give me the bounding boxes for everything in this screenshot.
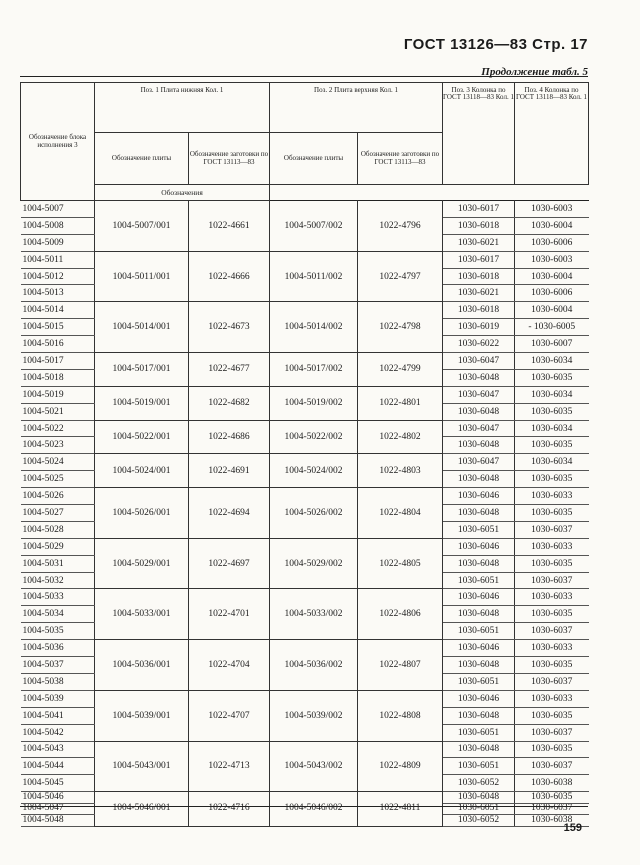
pos3-column-cell: 1030-6051 xyxy=(443,623,515,640)
table-row xyxy=(21,640,589,657)
pos4-column-cell: 1030-6034 xyxy=(515,386,589,403)
pos3-column-cell: 1030-6046 xyxy=(443,488,515,505)
pos3-column-cell: 1030-6021 xyxy=(443,285,515,302)
pos3-column-cell: 1030-6048 xyxy=(443,741,515,758)
pos3-column-cell: 1030-6018 xyxy=(443,302,515,319)
pos4-column-cell: 1030-6037 xyxy=(515,758,589,775)
p2-plate-cell: 1004-5029/002 xyxy=(270,538,358,589)
pos4-column-cell: 1030-6033 xyxy=(515,488,589,505)
p1-plate-cell: 1004-5033/001 xyxy=(95,589,189,640)
p2-plate-cell: 1004-5039/002 xyxy=(270,690,358,741)
block-designation-cell: 1004-5031 xyxy=(21,555,95,572)
pos4-column-cell: 1030-6038 xyxy=(515,775,589,792)
table-row xyxy=(21,792,589,804)
block-designation-cell: 1004-5028 xyxy=(21,521,95,538)
pos3-column-cell: 1030-6047 xyxy=(443,454,515,471)
document-header: ГОСТ 13126—83 Стр. 17 xyxy=(403,36,588,53)
p2-blank-cell: 1022-4797 xyxy=(358,251,443,302)
p1-plate-cell: 1004-5022/001 xyxy=(95,420,189,454)
p1-blank-cell: 1022-4694 xyxy=(189,488,270,539)
pos4-column-cell: 1030-6007 xyxy=(515,336,589,353)
parts-table xyxy=(20,82,589,827)
p2-blank-cell: 1022-4796 xyxy=(358,201,443,252)
pos3-column-cell: 1030-6048 xyxy=(443,403,515,420)
p1-blank-cell: 1022-4666 xyxy=(189,251,270,302)
table-row xyxy=(21,690,589,707)
block-designation-cell: 1004-5014 xyxy=(21,302,95,319)
pos3-column-cell: 1030-6046 xyxy=(443,538,515,555)
pos4-column-cell: 1030-6035 xyxy=(515,369,589,386)
pos3-column-cell: 1030-6048 xyxy=(443,505,515,522)
p2-plate-cell: 1004-5033/002 xyxy=(270,589,358,640)
block-designation-cell: 1004-5029 xyxy=(21,538,95,555)
p1-plate-cell: 1004-5019/001 xyxy=(95,386,189,420)
p1-plate-cell: 1004-5036/001 xyxy=(95,640,189,691)
pos4-column-cell: 1030-6037 xyxy=(515,673,589,690)
pos3-column-cell: 1030-6048 xyxy=(443,657,515,674)
pos4-column-cell: 1030-6037 xyxy=(515,803,589,815)
pos3-column-cell: 1030-6051 xyxy=(443,803,515,815)
table-continuation-label: Продолжение табл. 5 xyxy=(481,66,588,78)
p1-plate-cell: 1004-5026/001 xyxy=(95,488,189,539)
p1-blank-cell: 1022-4691 xyxy=(189,454,270,488)
block-designation-cell: 1004-5017 xyxy=(21,353,95,370)
p1-blank-cell: 1022-4686 xyxy=(189,420,270,454)
block-designation-cell: 1004-5027 xyxy=(21,505,95,522)
p2-blank-cell: 1022-4802 xyxy=(358,420,443,454)
block-designation-cell: 1004-5009 xyxy=(21,234,95,251)
block-designation-cell: 1004-5043 xyxy=(21,741,95,758)
pos3-column-cell: 1030-6022 xyxy=(443,336,515,353)
pos3-column-cell: 1030-6048 xyxy=(443,606,515,623)
pos3-column-cell: 1030-6048 xyxy=(443,555,515,572)
pos4-column-cell: 1030-6006 xyxy=(515,285,589,302)
pos3-column-cell: 1030-6051 xyxy=(443,673,515,690)
block-designation-cell: 1004-5021 xyxy=(21,403,95,420)
p1-plate-cell: 1004-5024/001 xyxy=(95,454,189,488)
block-designation-cell: 1004-5036 xyxy=(21,640,95,657)
p2-plate-cell: 1004-5036/002 xyxy=(270,640,358,691)
p2-plate-cell: 1004-5019/002 xyxy=(270,386,358,420)
table-row xyxy=(21,488,589,505)
table-row xyxy=(21,454,589,471)
col-designation-header: Обозначение блока исполнения 3 xyxy=(21,83,95,201)
block-designation-cell: 1004-5048 xyxy=(21,815,95,827)
p1-plate-cell: 1004-5039/001 xyxy=(95,690,189,741)
pos4-column-cell: 1030-6035 xyxy=(515,606,589,623)
p2-blank-cell: 1022-4806 xyxy=(358,589,443,640)
pos4-column-cell: 1030-6004 xyxy=(515,302,589,319)
block-designation-cell: 1004-5022 xyxy=(21,420,95,437)
pos3-column-cell: 1030-6047 xyxy=(443,386,515,403)
block-designation-cell: 1004-5011 xyxy=(21,251,95,268)
p2-plate-cell: 1004-5014/002 xyxy=(270,302,358,353)
p2-plate-header: Обозначение плиты xyxy=(270,133,358,185)
p1-blank-cell: 1022-4697 xyxy=(189,538,270,589)
p2-blank-cell: 1022-4801 xyxy=(358,386,443,420)
pos4-column-cell: 1030-6035 xyxy=(515,471,589,488)
p1-blank-cell: 1022-4682 xyxy=(189,386,270,420)
pos3-column-cell: 1030-6047 xyxy=(443,353,515,370)
block-designation-cell: 1004-5016 xyxy=(21,336,95,353)
pos3-column-cell: 1030-6046 xyxy=(443,690,515,707)
p1-blank-cell: 1022-4677 xyxy=(189,353,270,387)
pos4-column-cell: 1030-6033 xyxy=(515,589,589,606)
pos4-column-cell: 1030-6037 xyxy=(515,572,589,589)
pos3-column-cell: 1030-6048 xyxy=(443,471,515,488)
block-designation-cell: 1004-5008 xyxy=(21,217,95,234)
pos4-header: Поз. 4 Колонка по ГОСТ 13118—83 Кол. 1 xyxy=(515,83,589,185)
p2-plate-cell: 1004-5022/002 xyxy=(270,420,358,454)
p2-blank-cell: 1022-4808 xyxy=(358,690,443,741)
block-designation-cell: 1004-5034 xyxy=(21,606,95,623)
table-body xyxy=(21,201,589,827)
pos3-column-cell: 1030-6051 xyxy=(443,572,515,589)
table-row xyxy=(21,589,589,606)
p1-plate-cell: 1004-5014/001 xyxy=(95,302,189,353)
p2-blank-cell: 1022-4807 xyxy=(358,640,443,691)
pos3-column-cell: 1030-6048 xyxy=(443,707,515,724)
block-designation-cell: 1004-5045 xyxy=(21,775,95,792)
pos3-column-cell: 1030-6017 xyxy=(443,201,515,218)
block-designation-cell: 1004-5018 xyxy=(21,369,95,386)
block-designation-cell: 1004-5023 xyxy=(21,437,95,454)
p2-plate-cell: 1004-5046/002 xyxy=(270,792,358,827)
page-number: 159 xyxy=(563,822,582,834)
block-designation-cell: 1004-5032 xyxy=(21,572,95,589)
p1-blank-header: Обозначение заготовки по ГОСТ 13113—83 xyxy=(189,133,270,185)
pos4-column-cell: 1030-6037 xyxy=(515,623,589,640)
pos4-column-cell: 1030-6034 xyxy=(515,454,589,471)
pos3-header: Поз. 3 Колонка по ГОСТ 13118—83 Кол. 1 xyxy=(443,83,515,185)
pos3-column-cell: 1030-6048 xyxy=(443,369,515,386)
pos3-column-cell: 1030-6046 xyxy=(443,640,515,657)
pos4-column-cell: 1030-6004 xyxy=(515,217,589,234)
p2-blank-cell: 1022-4804 xyxy=(358,488,443,539)
p2-plate-cell: 1004-5024/002 xyxy=(270,454,358,488)
p2-blank-cell: 1022-4798 xyxy=(358,302,443,353)
p1-blank-cell: 1022-4701 xyxy=(189,589,270,640)
block-designation-cell: 1004-5007 xyxy=(21,201,95,218)
p2-plate-cell: 1004-5026/002 xyxy=(270,488,358,539)
pos3-column-cell: 1030-6017 xyxy=(443,251,515,268)
block-designation-cell: 1004-5024 xyxy=(21,454,95,471)
table-row xyxy=(21,201,589,218)
table-row xyxy=(21,420,589,437)
p2-plate-cell: 1004-5007/002 xyxy=(270,201,358,252)
pos3-column-cell: 1030-6051 xyxy=(443,758,515,775)
block-designation-cell: 1004-5047 xyxy=(21,803,95,815)
pos2-header: Поз. 2 Плита верхняя Кол. 1 xyxy=(270,83,443,133)
p1-plate-cell: 1004-5043/001 xyxy=(95,741,189,792)
pos3-column-cell: 1030-6018 xyxy=(443,217,515,234)
p2-plate-cell: 1004-5011/002 xyxy=(270,251,358,302)
pos4-column-cell: 1030-6035 xyxy=(515,707,589,724)
pos4-column-cell: 1030-6035 xyxy=(515,792,589,804)
block-designation-cell: 1004-5015 xyxy=(21,319,95,336)
block-designation-cell: 1004-5026 xyxy=(21,488,95,505)
block-designation-cell: 1004-5035 xyxy=(21,623,95,640)
pos4-column-cell: 1030-6034 xyxy=(515,420,589,437)
block-designation-cell: 1004-5038 xyxy=(21,673,95,690)
pos3-column-cell: 1030-6048 xyxy=(443,792,515,804)
p1-blank-cell: 1022-4713 xyxy=(189,741,270,792)
p1-blank-cell: 1022-4716 xyxy=(189,792,270,827)
pos3-column-cell: 1030-6046 xyxy=(443,589,515,606)
pos4-column-cell: 1030-6035 xyxy=(515,437,589,454)
block-designation-cell: 1004-5039 xyxy=(21,690,95,707)
table-row xyxy=(21,302,589,319)
pos4-column-cell: - 1030-6005 xyxy=(515,319,589,336)
block-designation-cell: 1004-5019 xyxy=(21,386,95,403)
pos3-column-cell: 1030-6052 xyxy=(443,815,515,827)
table-row xyxy=(21,741,589,758)
designations-header: Обозначения xyxy=(95,185,270,201)
pos4-column-cell: 1030-6006 xyxy=(515,234,589,251)
pos4-column-cell: 1030-6033 xyxy=(515,640,589,657)
p2-plate-cell: 1004-5043/002 xyxy=(270,741,358,792)
p1-blank-cell: 1022-4661 xyxy=(189,201,270,252)
pos3-column-cell: 1030-6052 xyxy=(443,775,515,792)
block-designation-cell: 1004-5033 xyxy=(21,589,95,606)
table-row xyxy=(21,353,589,370)
pos4-column-cell: 1030-6004 xyxy=(515,268,589,285)
pos1-header: Поз. 1 Плита нижняя Кол. 1 xyxy=(95,83,270,133)
p1-plate-header: Обозначение плиты xyxy=(95,133,189,185)
p2-blank-cell: 1022-4799 xyxy=(358,353,443,387)
p2-blank-cell: 1022-4803 xyxy=(358,454,443,488)
p2-blank-cell: 1022-4809 xyxy=(358,741,443,792)
pos4-column-cell: 1030-6035 xyxy=(515,505,589,522)
pos4-column-cell: 1030-6035 xyxy=(515,403,589,420)
p2-blank-cell: 1022-4811 xyxy=(358,792,443,827)
p2-blank-cell: 1022-4805 xyxy=(358,538,443,589)
pos4-column-cell: 1030-6035 xyxy=(515,555,589,572)
block-designation-cell: 1004-5042 xyxy=(21,724,95,741)
pos4-column-cell: 1030-6033 xyxy=(515,538,589,555)
p2-blank-header: Обозначение заготовки по ГОСТ 13113—83 xyxy=(358,133,443,185)
block-designation-cell: 1004-5044 xyxy=(21,758,95,775)
block-designation-cell: 1004-5037 xyxy=(21,657,95,674)
pos3-column-cell: 1030-6019 xyxy=(443,319,515,336)
pos4-column-cell: 1030-6037 xyxy=(515,724,589,741)
p2-plate-cell: 1004-5017/002 xyxy=(270,353,358,387)
pos4-column-cell: 1030-6034 xyxy=(515,353,589,370)
block-designation-cell: 1004-5012 xyxy=(21,268,95,285)
pos3-column-cell: 1030-6047 xyxy=(443,420,515,437)
p1-plate-cell: 1004-5017/001 xyxy=(95,353,189,387)
p1-plate-cell: 1004-5007/001 xyxy=(95,201,189,252)
block-designation-cell: 1004-5046 xyxy=(21,792,95,804)
table-row xyxy=(21,386,589,403)
p1-blank-cell: 1022-4704 xyxy=(189,640,270,691)
block-designation-cell: 1004-5013 xyxy=(21,285,95,302)
pos4-column-cell: 1030-6037 xyxy=(515,521,589,538)
p1-plate-cell: 1004-5046/001 xyxy=(95,792,189,827)
p1-plate-cell: 1004-5011/001 xyxy=(95,251,189,302)
pos4-column-cell: 1030-6038 xyxy=(515,815,589,827)
pos4-column-cell: 1030-6033 xyxy=(515,690,589,707)
table-row xyxy=(21,251,589,268)
p1-plate-cell: 1004-5029/001 xyxy=(95,538,189,589)
pos3-column-cell: 1030-6051 xyxy=(443,521,515,538)
pos4-column-cell: 1030-6003 xyxy=(515,251,589,268)
table-row xyxy=(21,538,589,555)
pos3-column-cell: 1030-6051 xyxy=(443,724,515,741)
pos3-column-cell: 1030-6021 xyxy=(443,234,515,251)
pos3-column-cell: 1030-6018 xyxy=(443,268,515,285)
p1-blank-cell: 1022-4707 xyxy=(189,690,270,741)
pos4-column-cell: 1030-6035 xyxy=(515,741,589,758)
p1-blank-cell: 1022-4673 xyxy=(189,302,270,353)
pos4-column-cell: 1030-6003 xyxy=(515,201,589,218)
pos4-column-cell: 1030-6035 xyxy=(515,657,589,674)
pos3-column-cell: 1030-6048 xyxy=(443,437,515,454)
block-designation-cell: 1004-5025 xyxy=(21,471,95,488)
block-designation-cell: 1004-5041 xyxy=(21,707,95,724)
bottom-rule xyxy=(20,806,588,807)
